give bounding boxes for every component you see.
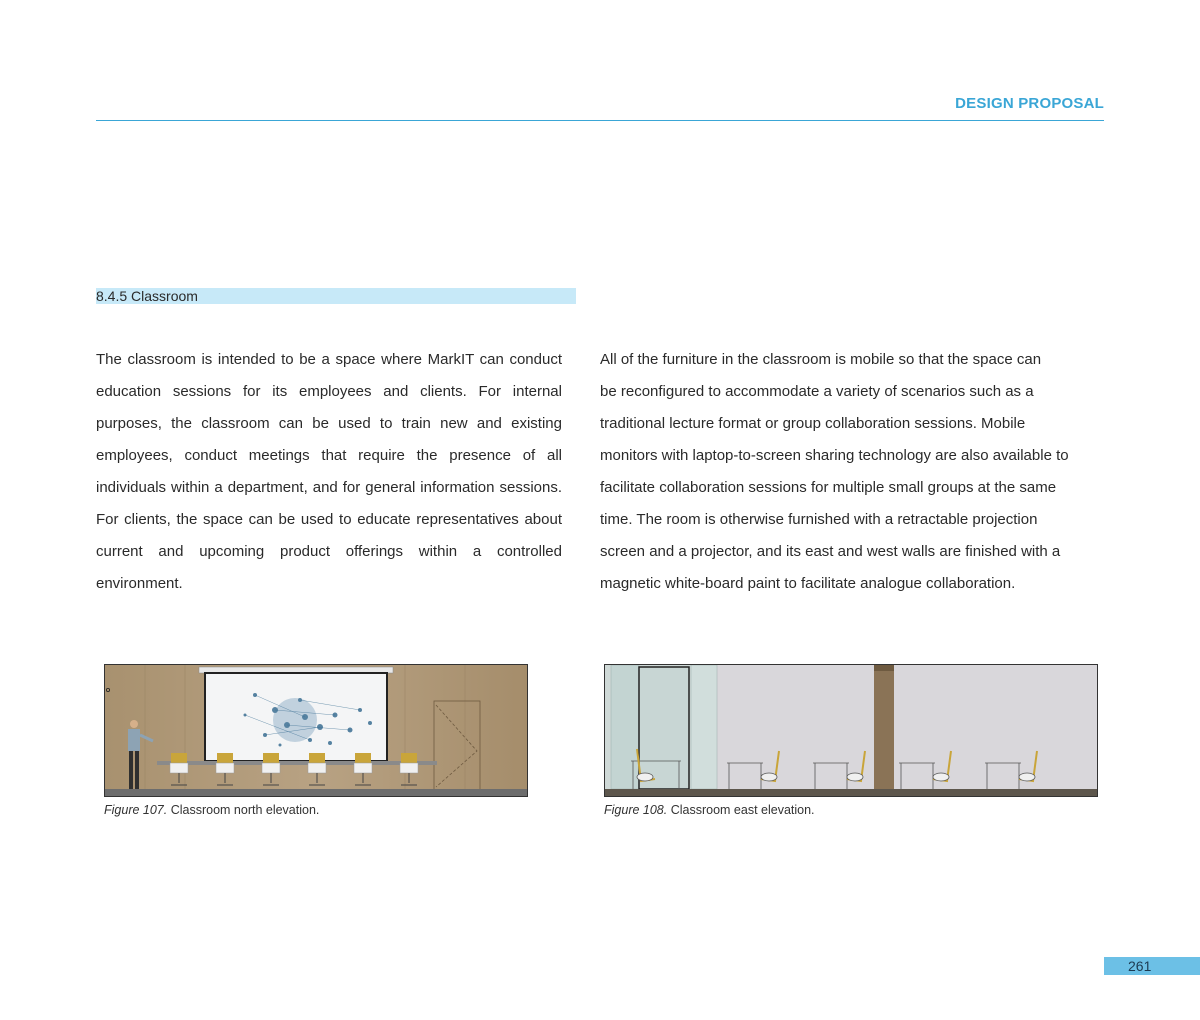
figure-label: Figure 108.: [604, 803, 668, 817]
figure-caption-text: Classroom north elevation.: [167, 803, 320, 817]
page-number-tab: [1104, 957, 1200, 975]
east-elevation-drawing: [605, 665, 1097, 796]
header-rule: [96, 120, 1104, 121]
page-header-title: DESIGN PROPOSAL: [955, 95, 1104, 112]
text-line: facilitate collaboration sessions for multiple small groups at the same: [600, 479, 1057, 496]
text-line: time. The room is otherwise furnished with a retractable projection: [600, 511, 1038, 528]
text-line: traditional lecture format or group collaboration sessions. Mobile: [600, 415, 1026, 432]
text-line: screen and a projector, and its east and west walls are finished with a: [600, 543, 1061, 560]
text-line: magnetic white-board paint to facilitate analogue collaboration.: [600, 575, 1016, 592]
body-column-left: The classroom is intended to be a space where MarkIT can conduct education sessions for its employees and clients. For internal purposes, the classroom can be used to train new and existing employees, conduct meetings that require the presence of all individuals within a department, and for general information sessions. For clients, the space can be used to educate representatives about current and upcoming product offerings within a controlled environment.: [96, 351, 562, 592]
figure-caption-107: [104, 803, 319, 817]
north-elevation-drawing: [105, 665, 527, 796]
figure-label: Figure 107.: [104, 803, 168, 817]
figure-caption-text: Classroom east elevation.: [667, 803, 815, 817]
section-heading: 8.4.5 Classroom: [96, 288, 576, 304]
figure-caption-108: [604, 803, 815, 817]
figure-north-elevation: [104, 664, 528, 797]
page-number: 261: [1128, 958, 1152, 974]
figure-east-elevation: [604, 664, 1098, 797]
body-column-right: [600, 344, 1100, 600]
text-line: be reconfigured to accommodate a variety of scenarios such as a: [600, 383, 1034, 400]
text-line: monitors with laptop-to-screen sharing technology are also available to: [600, 447, 1069, 464]
text-line: All of the furniture in the classroom is mobile so that the space can: [600, 351, 1042, 368]
